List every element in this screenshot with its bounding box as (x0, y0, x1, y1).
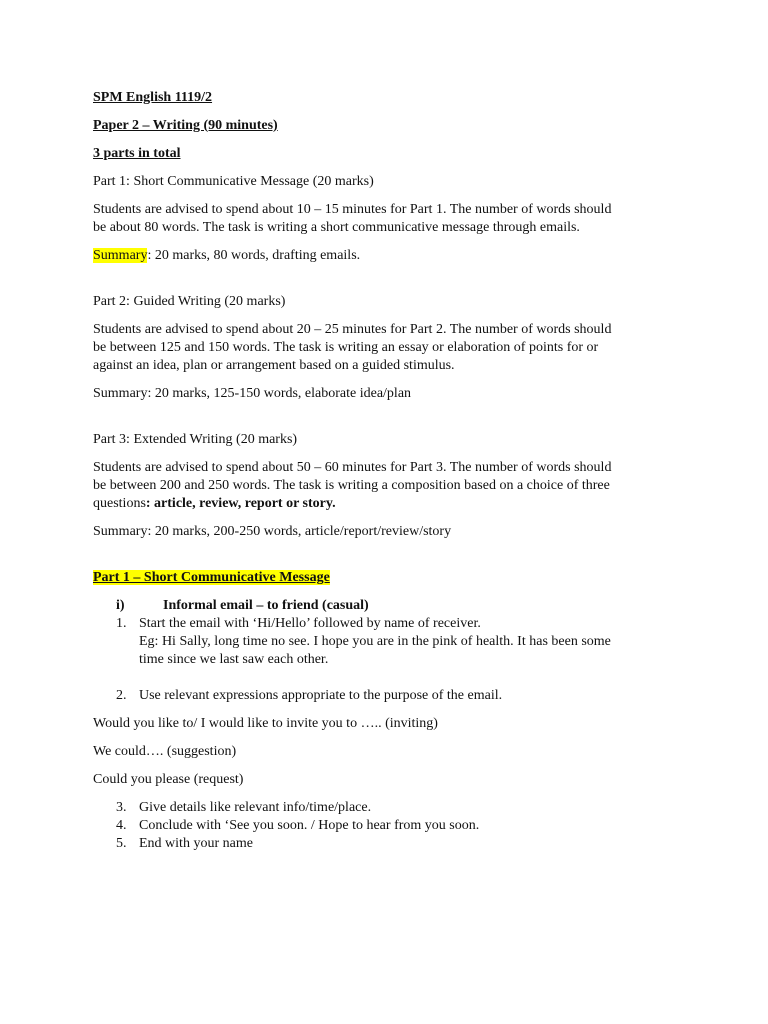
list-item-number: 3. (116, 800, 127, 815)
list-item (93, 687, 683, 705)
list-item-line: Start the email with ‘Hi/Hello’ followed by name of receiver. (139, 616, 481, 631)
document-title: SPM English 1119/2 (93, 90, 213, 105)
list-item (93, 615, 683, 669)
part3-desc-line-1: Students are advised to spend about 50 – 60 minutes for Part 3. The number of words should (93, 460, 612, 475)
part3-overview-description (93, 459, 683, 513)
part1-detail-heading-line (93, 569, 683, 587)
spacer (93, 403, 683, 431)
roman-item-title: Informal email – to friend (casual) (163, 598, 369, 613)
part2-overview-heading: Part 2: Guided Writing (20 marks) (93, 294, 286, 309)
list-item-number: 1. (116, 616, 127, 631)
list-item-line: time since we last saw each other. (139, 652, 329, 667)
part3-desc-line-3 (93, 495, 683, 513)
part1-summary-text: : 20 marks, 80 words, drafting emails. (147, 248, 361, 263)
ordered-list-2 (93, 799, 683, 853)
list-item-line: Use relevant expressions appropriate to the purpose of the email. (139, 688, 503, 703)
list-item-line: End with your name (139, 836, 253, 851)
document-subtitle: Paper 2 – Writing (90 minutes) (93, 118, 278, 133)
part1-overview-description (93, 201, 683, 237)
expression-suggestion: We could…. (suggestion) (93, 744, 237, 759)
part2-desc-line-2: be between 125 and 150 words. The task is writing an essay or elaboration of points for or (93, 340, 599, 355)
list-item-number: 2. (116, 688, 127, 703)
expression-inviting: Would you like to/ I would like to invite you to ….. (inviting) (93, 716, 438, 731)
part1-detail-heading: Part 1 – Short Communicative Message (93, 570, 330, 585)
spacer (93, 669, 683, 687)
spacer (93, 541, 683, 569)
document-page (93, 89, 683, 853)
part2-summary: Summary: 20 marks, 125-150 words, elaborate idea/plan (93, 386, 412, 401)
part3-overview-heading: Part 3: Extended Writing (20 marks) (93, 432, 298, 447)
expression-request: Could you please (request) (93, 772, 244, 787)
part1-desc-line-2: be about 80 words. The task is writing a short communicative message through emails. (93, 220, 580, 235)
roman-list-item (93, 597, 683, 615)
list-item-line: Eg: Hi Sally, long time no see. I hope you are in the pink of health. It has been some (139, 634, 611, 649)
part3-desc-line-3-plain: questions (93, 496, 146, 511)
list-item (93, 817, 683, 835)
part1-desc-line-1: Students are advised to spend about 10 – 15 minutes for Part 1. The number of words should (93, 202, 612, 217)
list-item-number: 4. (116, 818, 127, 833)
list-item-line: Give details like relevant info/time/place. (139, 800, 372, 815)
part2-desc-line-3: against an idea, plan or arrangement based on a guided stimulus. (93, 358, 455, 373)
ordered-list-1 (93, 615, 683, 705)
part2-overview-description (93, 321, 683, 375)
spacer (93, 265, 683, 293)
list-item (93, 799, 683, 817)
part1-overview-heading: Part 1: Short Communicative Message (20 marks) (93, 174, 374, 189)
part3-summary: Summary: 20 marks, 200-250 words, article/report/review/story (93, 524, 452, 539)
part3-desc-line-2: be between 200 and 250 words. The task is writing a composition based on a choice of three (93, 478, 610, 493)
list-item-number: 5. (116, 836, 127, 851)
parts-total-heading: 3 parts in total (93, 146, 181, 161)
part3-desc-line-3-bold: : article, review, report or story. (145, 496, 336, 511)
roman-numeral: i) (116, 598, 125, 613)
list-item-line: Conclude with ‘See you soon. / Hope to hear from you soon. (139, 818, 480, 833)
part1-summary (93, 247, 683, 265)
summary-highlight-label: Summary (93, 248, 148, 263)
list-item (93, 835, 683, 853)
part2-desc-line-1: Students are advised to spend about 20 – 25 minutes for Part 2. The number of words should (93, 322, 612, 337)
